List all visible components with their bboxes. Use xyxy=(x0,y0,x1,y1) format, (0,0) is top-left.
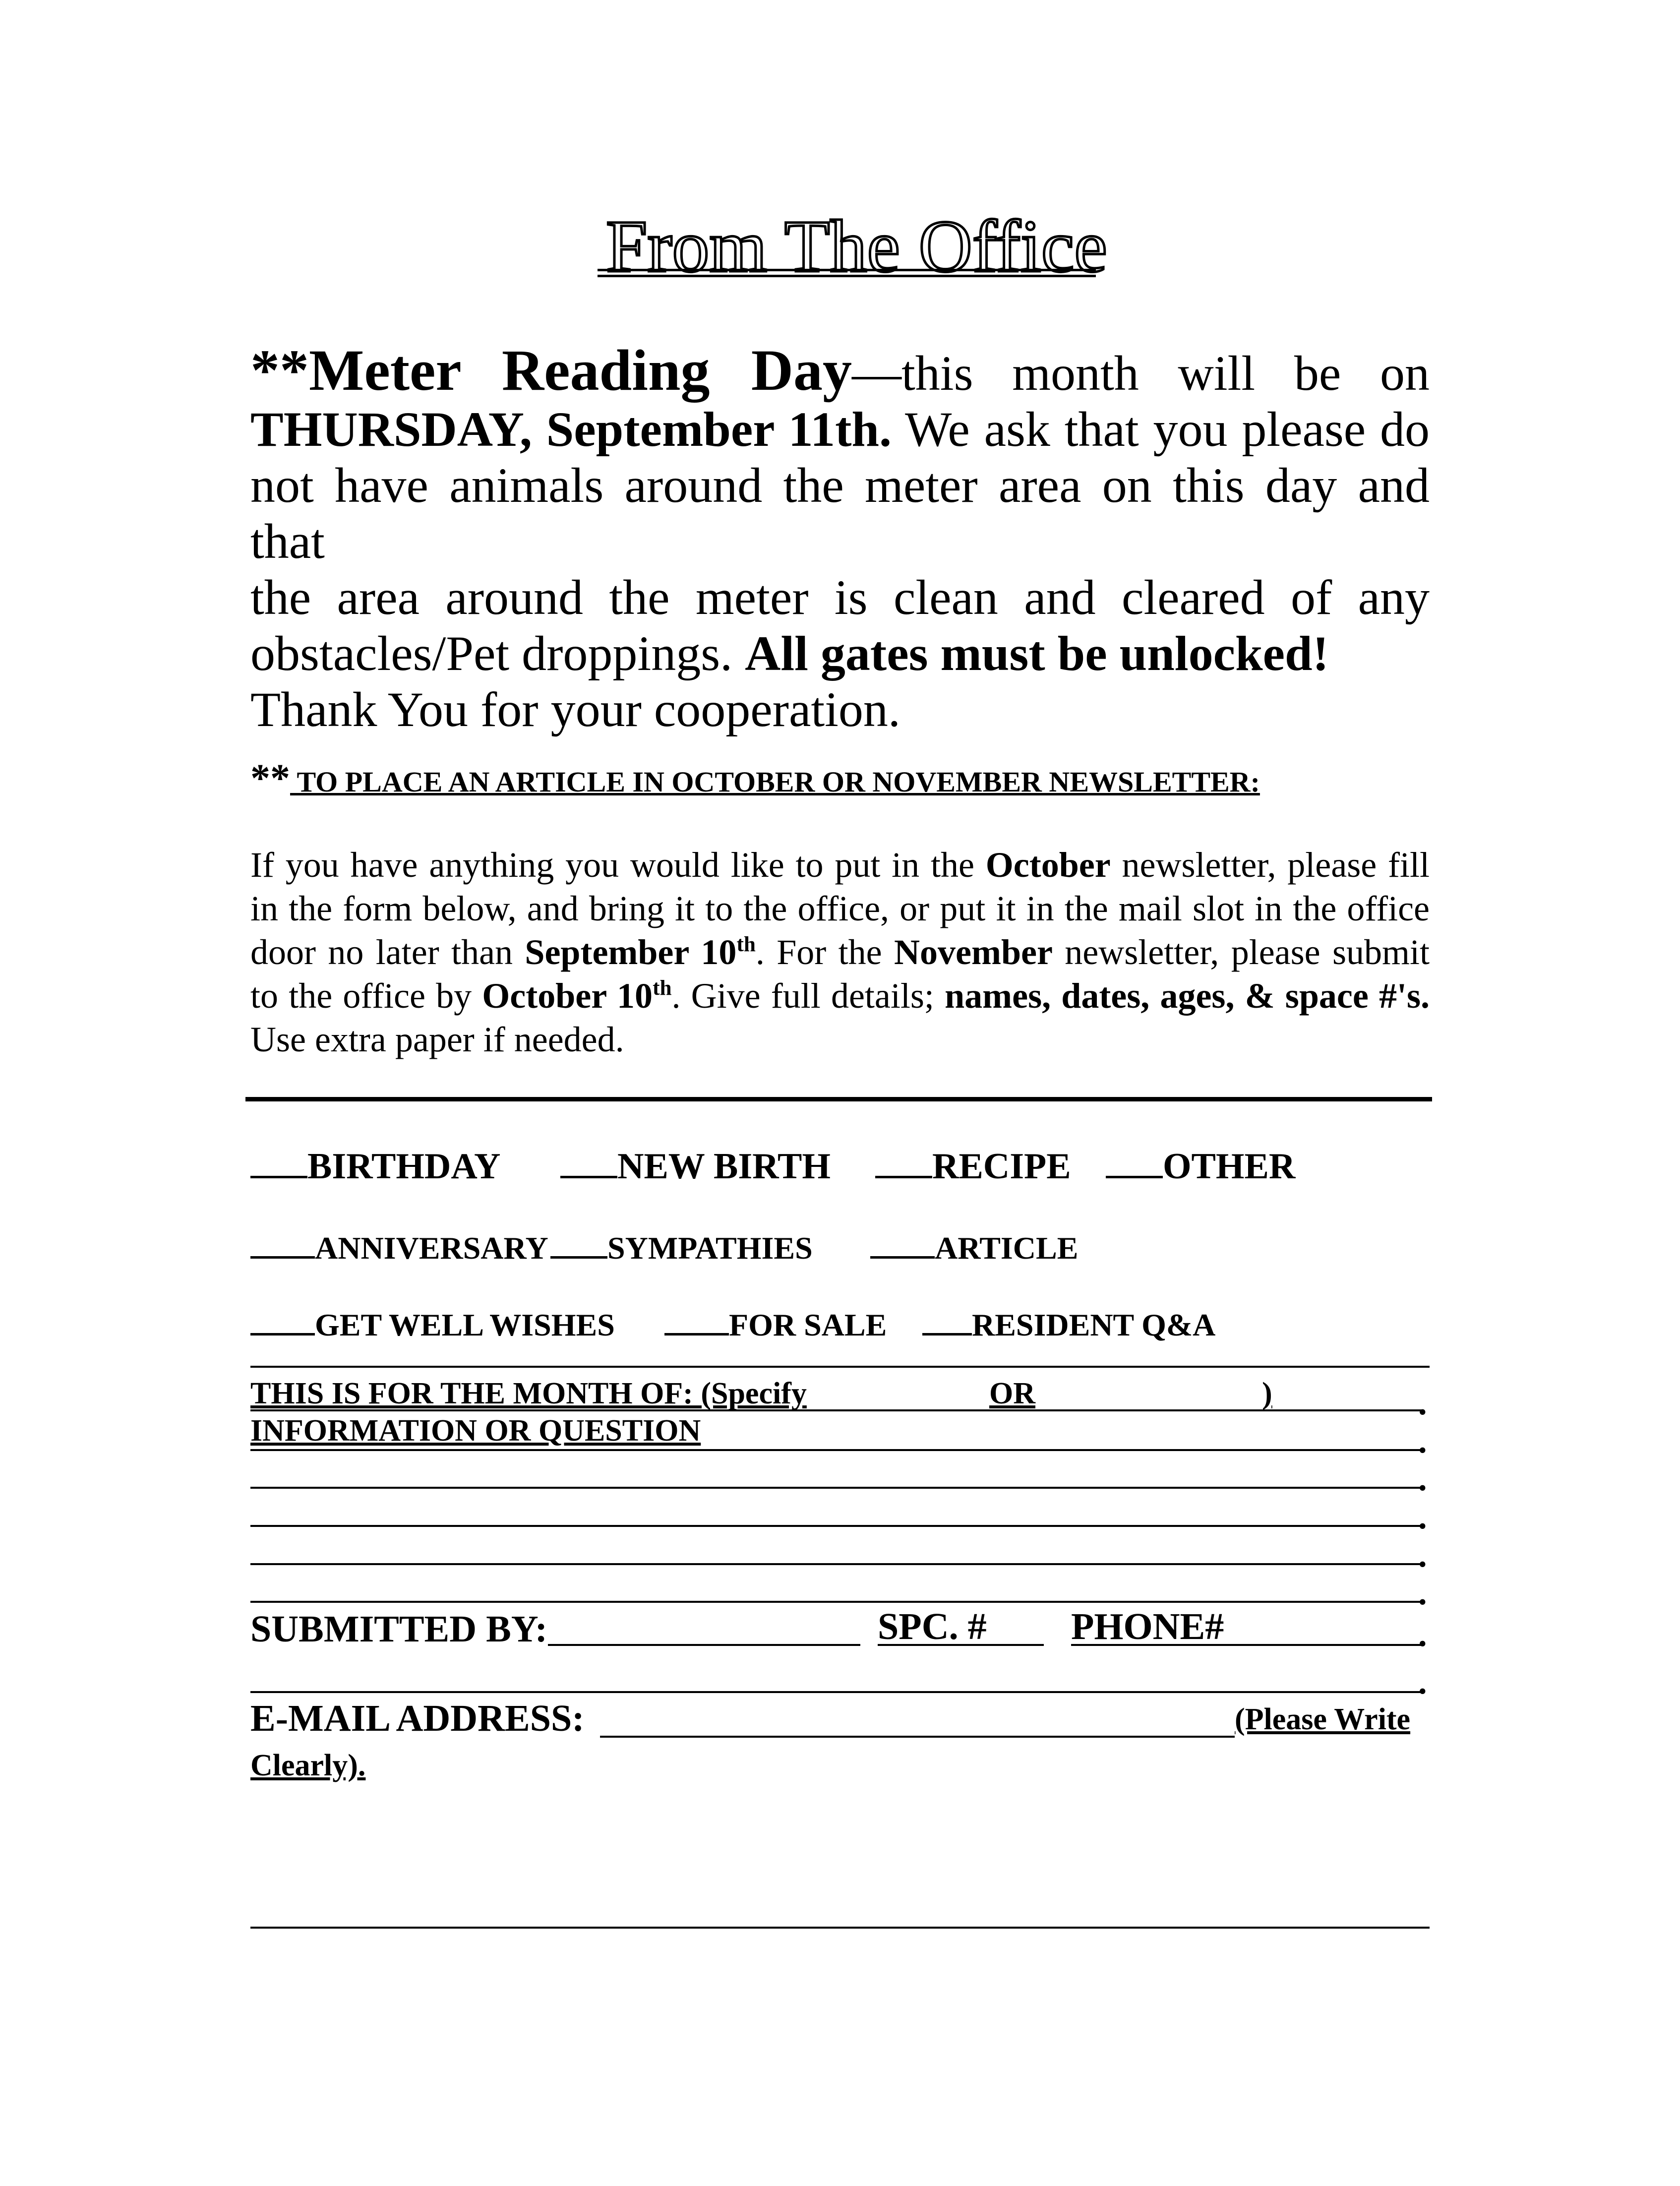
phone-dot: . xyxy=(1418,1616,1427,1654)
meter-line3: not have animals around the meter area on this day and that xyxy=(250,458,1430,569)
option-birthday[interactable]: BIRTHDAY xyxy=(250,1146,500,1188)
article-stars: ** xyxy=(250,757,290,800)
meter-line4: the area around the meter is clean and cleared of any xyxy=(250,570,1430,625)
option-new-birth[interactable]: NEW BIRTH xyxy=(560,1146,831,1188)
title-underline xyxy=(598,269,1096,271)
form-line xyxy=(250,1366,1430,1368)
info-dot-3: . xyxy=(1418,1498,1427,1536)
extra-line[interactable] xyxy=(250,1691,1423,1693)
email-label: E-MAIL ADDRESS: xyxy=(250,1698,585,1739)
month-field-input[interactable] xyxy=(250,1409,1423,1411)
spc-input[interactable] xyxy=(878,1644,1044,1646)
option-for-sale[interactable]: FOR SALE xyxy=(664,1307,887,1343)
month-field-label: THIS IS FOR THE MONTH OF: (Specify xyxy=(250,1377,807,1410)
article-header-text: TO PLACE AN ARTICLE IN OCTOBER OR NOVEMBER NEWSLETTER: xyxy=(290,766,1260,798)
article-header xyxy=(250,759,1430,802)
meter-thanks: Thank You for your cooperation. xyxy=(250,682,900,737)
details-oct10: October 10 xyxy=(482,976,653,1016)
details-october: October xyxy=(985,845,1111,885)
info-dot-2: . xyxy=(1418,1460,1427,1498)
form-top-divider xyxy=(245,1097,1432,1101)
gates-unlocked: All gates must be unlocked! xyxy=(745,626,1329,681)
info-dot-1: . xyxy=(1418,1422,1427,1460)
submitted-by-label: SUBMITTED BY: xyxy=(250,1608,548,1650)
meter-lead: **Meter Reading Day xyxy=(250,338,852,403)
option-resident-qa[interactable]: RESIDENT Q&A xyxy=(922,1307,1215,1343)
meter-reading-notice xyxy=(250,338,1430,737)
option-sympathies[interactable]: SYMPATHIES xyxy=(550,1230,813,1267)
month-or: OR xyxy=(989,1377,1035,1410)
phone-input[interactable] xyxy=(1071,1644,1423,1646)
meter-line2: We ask that you please do xyxy=(892,402,1430,457)
email-input[interactable] xyxy=(600,1736,1235,1738)
article-instructions xyxy=(250,843,1430,1061)
title-underline-2 xyxy=(598,275,1096,277)
info-dot-5: . xyxy=(1418,1574,1427,1612)
option-article[interactable]: ARTICLE xyxy=(870,1230,1078,1267)
details-bold-list: names, dates, ages, & space #'s. xyxy=(945,976,1430,1016)
info-line-2[interactable] xyxy=(250,1487,1423,1489)
clearly-note: Clearly). xyxy=(250,1749,366,1782)
details-november: November xyxy=(894,932,1053,972)
phone-label: PHONE# xyxy=(1071,1606,1224,1647)
month-dot: . xyxy=(1418,1384,1427,1422)
info-line-3[interactable] xyxy=(250,1525,1423,1527)
details-p1: If you have anything you would like to put in the xyxy=(250,845,986,885)
details-p2: newsletter, please fill in the form below, and bring it to the office, or put it in the mail slot in the office door no later than xyxy=(250,845,1430,972)
extra-dot: . xyxy=(1418,1663,1427,1701)
details-p5: . Give full details; xyxy=(671,976,945,1016)
info-dot-4: . xyxy=(1418,1536,1427,1575)
info-field-label: INFORMATION OR QUESTION xyxy=(250,1414,701,1448)
details-th1: th xyxy=(736,933,756,957)
details-p6: Use extra paper if needed. xyxy=(250,1020,624,1059)
meter-lead-rest: —this month will be on xyxy=(852,346,1430,401)
info-line-4[interactable] xyxy=(250,1563,1423,1565)
option-other[interactable]: OTHER xyxy=(1106,1146,1295,1188)
spc-label: SPC. # xyxy=(878,1606,987,1647)
option-recipe[interactable]: RECIPE xyxy=(875,1146,1071,1188)
details-p4: newsletter, please submit to the office by xyxy=(250,932,1430,1016)
bottom-divider xyxy=(250,1927,1430,1929)
please-write-note: (Please Write xyxy=(1235,1702,1411,1736)
submitted-by-input[interactable] xyxy=(548,1644,860,1646)
info-line-1[interactable] xyxy=(250,1449,1423,1451)
option-get-well[interactable]: GET WELL WISHES xyxy=(250,1307,615,1343)
details-sept10: September 10 xyxy=(525,932,737,972)
month-close: ) xyxy=(1262,1377,1272,1410)
details-p3: . For the xyxy=(755,932,895,972)
meter-date: THURSDAY, September 11th. xyxy=(250,402,892,457)
details-th2: th xyxy=(653,976,672,1000)
meter-line5: obstacles/Pet droppings. xyxy=(250,626,745,681)
info-line-5[interactable] xyxy=(250,1601,1423,1603)
page-title: From The Office xyxy=(606,205,1107,288)
option-anniversary[interactable]: ANNIVERSARY xyxy=(250,1230,548,1267)
